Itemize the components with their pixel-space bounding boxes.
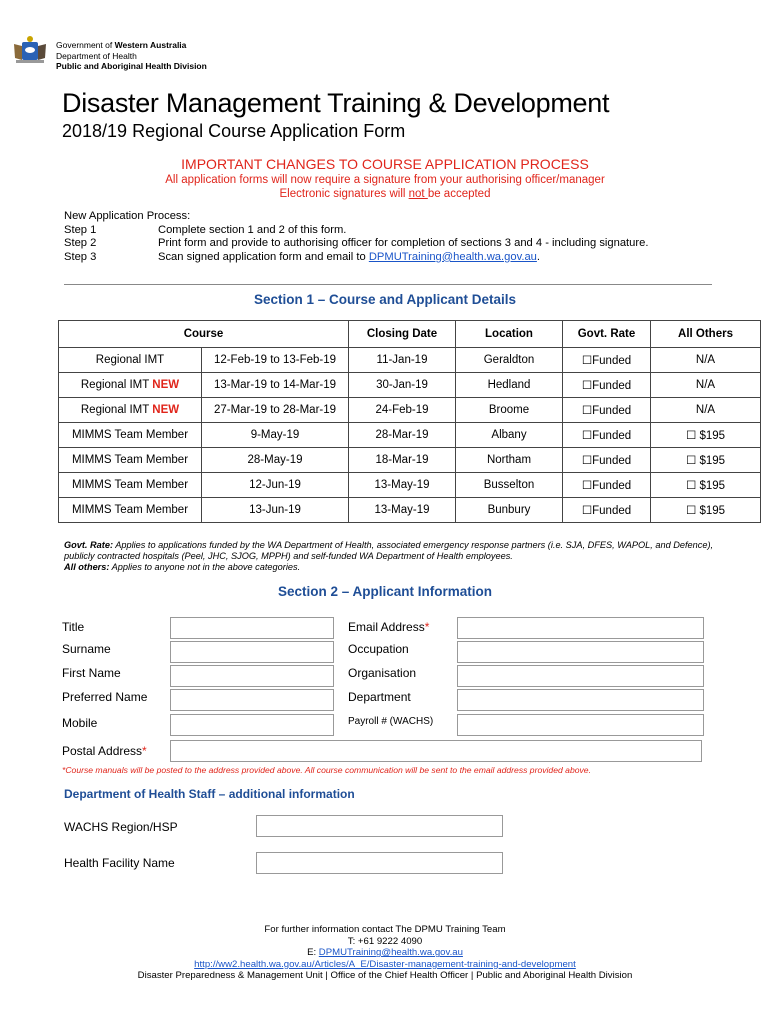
organisation-header: Government of Western Australia Department of Health Public and Aboriginal Health Division (56, 40, 207, 71)
wa-crest-logo (10, 34, 50, 66)
table-row: Regional IMT NEW 13-Mar-19 to 14-Mar-19 30-Jan-19 Hedland ☐Funded N/A (59, 373, 761, 398)
postal-address-input[interactable] (170, 740, 702, 762)
contact-footnote: *Course manuals will be posted to the address provided above. All course communication will be sent to the email address provided above. (62, 765, 591, 775)
section-2-title: Section 2 – Applicant Information (277, 584, 493, 599)
dpmu-email-link[interactable]: DPMUTraining@health.wa.gov.au (368, 250, 537, 263)
footer-email-link[interactable]: DPMUTraining@health.wa.gov.au (318, 947, 463, 959)
applicant-input-right-4[interactable] (457, 714, 704, 736)
table-row: MIMMS Team Member 13-Jun-19 13-May-19 Bunbury ☐Funded ☐ $195 (59, 498, 761, 523)
govt-rate-checkbox[interactable]: ☐Funded (563, 473, 651, 498)
divider (64, 284, 712, 285)
postal-address-label: Postal Address* (62, 744, 147, 758)
wachs-region-label: WACHS Region/HSP (64, 820, 178, 834)
applicant-label-right-1: Occupation (348, 642, 409, 656)
govt-rate-checkbox[interactable]: ☐Funded (563, 448, 651, 473)
applicant-input-right-2[interactable] (457, 665, 704, 687)
health-facility-label: Health Facility Name (64, 856, 175, 870)
table-row: Regional IMT NEW 27-Mar-19 to 28-Mar-19 24-Feb-19 Broome ☐Funded N/A (59, 398, 761, 423)
applicant-label-right-3: Department (348, 690, 411, 704)
footer-website-link[interactable]: http://ww2.health.wa.gov.au/Articles/A_E/Disaster-management-training-and-development (194, 958, 576, 970)
table-row: MIMMS Team Member 9-May-19 28-Mar-19 Albany ☐Funded ☐ $195 (59, 423, 761, 448)
doh-section-title: Department of Health Staff – additional information (64, 787, 355, 801)
table-row: MIMMS Team Member 12-Jun-19 13-May-19 Busselton ☐Funded ☐ $195 (59, 473, 761, 498)
page-title: Disaster Management Training & Development (62, 88, 610, 118)
table-header-row: Course Closing Date Location Govt. Rate All Others (59, 321, 761, 348)
govt-rate-checkbox[interactable]: ☐Funded (563, 348, 651, 373)
applicant-input-left-0[interactable] (170, 617, 334, 639)
course-table (58, 320, 761, 523)
applicant-input-left-1[interactable] (170, 641, 334, 663)
govt-rate-checkbox[interactable]: ☐Funded (563, 498, 651, 523)
applicant-label-right-4: Payroll # (WACHS) (348, 716, 434, 727)
table-row: Regional IMT 12-Feb-19 to 13-Feb-19 11-Jan-19 Geraldton ☐Funded N/A (59, 348, 761, 373)
page-subtitle: 2018/19 Regional Course Application Form (62, 121, 406, 141)
govt-rate-checkbox[interactable]: ☐Funded (563, 373, 651, 398)
footer: For further information contact The DPMU Training Team T: +61 9222 4090 E: DPMUTraining@health.wa.gov.au http://ww2.health.wa.gov.au/Articles/A_E/Disaster-management-training-and-development Disaster Preparedness & Management Unit | Office of the Chief Health Officer | Public and Aboriginal Health Division (137, 924, 633, 982)
important-heading: IMPORTANT CHANGES TO COURSE APPLICATION PROCESS (181, 156, 589, 172)
applicant-label-1: Surname (62, 642, 111, 656)
section-1-title: Section 1 – Course and Applicant Details (253, 292, 517, 307)
applicant-input-left-3[interactable] (170, 689, 334, 711)
applicant-label-4: Mobile (62, 716, 98, 730)
applicant-input-left-2[interactable] (170, 665, 334, 687)
applicant-label-right-2: Organisation (348, 666, 417, 680)
rate-notes: Govt. Rate: Applies to applications funded by the WA Department of Health, associated emergency response partners (i.e. SJA, DFES, WAPOL, and Defence), publicly contracted hospitals (Peel, JHC, SJOG, MPPH) and self-funded WA Department of Health employees. All others: Applies to anyone not in the above categories. (64, 540, 714, 572)
table-row: MIMMS Team Member 28-May-19 18-Mar-19 Northam ☐Funded ☐ $195 (59, 448, 761, 473)
all-others-checkbox[interactable]: N/A (651, 398, 761, 423)
govt-rate-checkbox[interactable]: ☐Funded (563, 398, 651, 423)
all-others-checkbox[interactable]: ☐ $195 (651, 423, 761, 448)
wachs-region-input[interactable] (256, 815, 503, 837)
application-process: New Application Process: Step 1 Complete section 1 and 2 of this form. Step 2 Print form and provide to authorising officer for completion of sections 3 and 4 - including signature. Step 3 Scan signed application form and email to DPMUTraining@health.wa.gov.au. (64, 210, 649, 263)
applicant-label-3: Preferred Name (62, 690, 148, 704)
applicant-input-left-4[interactable] (170, 714, 334, 736)
all-others-checkbox[interactable]: ☐ $195 (651, 473, 761, 498)
applicant-label-2: First Name (62, 666, 121, 680)
all-others-checkbox[interactable]: ☐ $195 (651, 448, 761, 473)
govt-rate-checkbox[interactable]: ☐Funded (563, 423, 651, 448)
applicant-label-0: Title (62, 620, 85, 634)
all-others-checkbox[interactable]: ☐ $195 (651, 498, 761, 523)
all-others-checkbox[interactable]: N/A (651, 373, 761, 398)
applicant-input-right-3[interactable] (457, 689, 704, 711)
important-notice: All application forms will now require a signature from your authorising officer/manager Electronic signatures will not be accepted (165, 174, 605, 200)
applicant-input-right-1[interactable] (457, 641, 704, 663)
applicant-input-right-0[interactable] (457, 617, 704, 639)
health-facility-input[interactable] (256, 852, 503, 874)
all-others-checkbox[interactable]: N/A (651, 348, 761, 373)
applicant-label-right-0: Email Address* (348, 620, 430, 634)
